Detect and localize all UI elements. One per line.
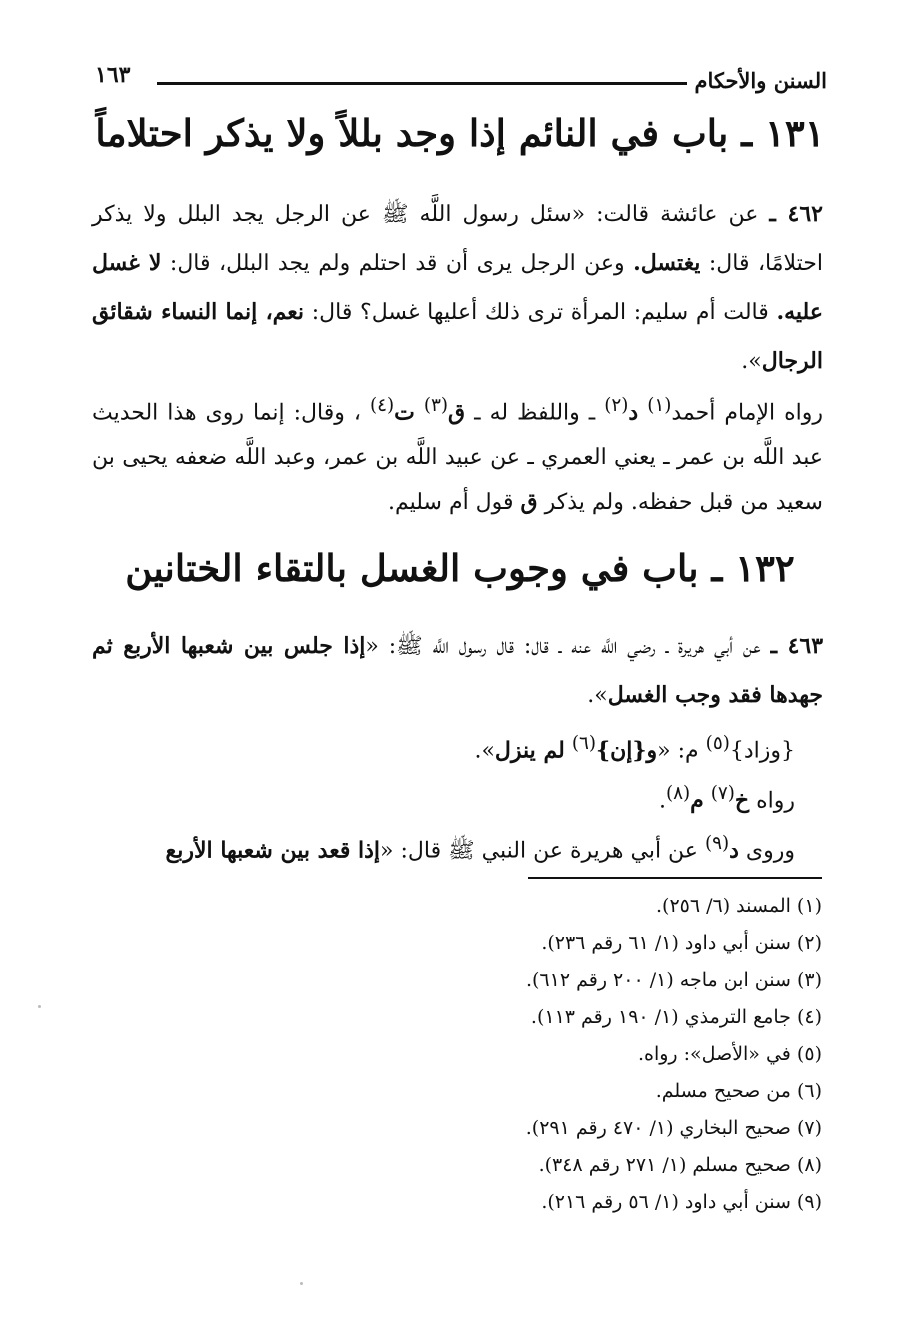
footnote-ref: (٩) (704, 833, 730, 854)
footnote-ref: (٧) (710, 783, 735, 804)
hadith-463-takhrij (92, 770, 795, 825)
scan-speck (38, 1005, 41, 1008)
addition-bold: لم ينزل (494, 737, 565, 764)
source-code: ت (394, 399, 415, 426)
footnote-ref: (٨) (665, 783, 691, 804)
narration-text: عن أبي هريرة عن النبي ﷺ قال: « (380, 838, 698, 864)
book-title: السنن والأحكام (694, 68, 827, 93)
footnote-5: (٥) في «الأصل»: رواه. (637, 1043, 822, 1065)
chapter-132-title: ١٣٢ ـ باب في وجوب الغسل بالتقاء الختانين (125, 546, 795, 590)
takhrij-text: ـ واللفظ له ـ (474, 400, 596, 426)
quote-end: ». (587, 683, 608, 708)
page-number: ١٦٣ (95, 62, 131, 88)
takhrij-text: رواه الإمام أحمد (671, 400, 823, 426)
quote-end: ». (741, 349, 762, 374)
hadith-463-addition (92, 720, 795, 775)
hadith-bold: إذا جلس بين شعبها الأربع ثم جهدها فقد وجب الغسل (92, 633, 823, 708)
source-code: د (628, 399, 639, 426)
takhrij-text: . (658, 788, 666, 814)
footnote-1: (١) المسند (٦/ ٢٥٦). (655, 895, 822, 917)
addition-text: {وزاد} (729, 738, 795, 764)
footnote-ref: (١) (647, 395, 672, 416)
hadith-bold: يغتسل. (633, 250, 701, 276)
hadith-462 (92, 190, 823, 386)
hadith-text: عن أبي هريرة ـ رضي اللَّه عنه ـ قال: قال رسول اللَّه ﷺ: « (365, 634, 761, 659)
hadith-462-takhrij (92, 383, 823, 525)
narration-bold: إذا قعد بين شعبها الأربع (165, 837, 381, 864)
footnote-separator (528, 877, 822, 879)
quote-end: ». (474, 738, 495, 764)
scan-speck (300, 1282, 303, 1285)
source-code: م (690, 787, 704, 814)
takhrij-text: قول أم سليم. (387, 490, 514, 516)
hadith-text: وعن الرجل يرى أن قد احتلم ولم يجد البلل، قال: (169, 251, 625, 276)
hadith-text: عن عائشة قالت: «سئل رسول اللَّه ﷺ عن الرجل يجد البلل ولا يذكر احتلامًا، قال: (92, 202, 824, 276)
takhrij-text: رواه (756, 788, 795, 814)
source-code: خ (734, 787, 750, 814)
chapter-131-title: ١٣١ ـ باب في النائم إذا وجد بللاً ولا يذكر احتلاماً (95, 111, 825, 155)
footnote-3: (٣) سنن ابن ماجه (١/ ٢٠٠ رقم ٦١٢). (525, 969, 822, 991)
footnote-8: (٨) صحيح مسلم (١/ ٢٧١ رقم ٣٤٨). (538, 1154, 822, 1176)
hadith-text: قالت أم سليم: المرأة ترى ذلك أعليها غسل؟ قال: (311, 300, 769, 325)
hadith-bold: نعم، إنما النساء شقائق الرجال (92, 299, 823, 374)
footnote-4: (٤) جامع الترمذي (١/ ١٩٠ رقم ١١٣). (530, 1006, 822, 1028)
addition-bold: و{إن} (595, 737, 658, 764)
footnote-6: (٦) من صحيح مسلم. (655, 1080, 822, 1102)
footnote-ref: (٤) (369, 395, 395, 416)
hadith-463 (92, 622, 823, 720)
hadith-bold: لا غسل عليه. (92, 250, 823, 325)
source-code: د (729, 837, 739, 864)
hadith-number: ٤٦٣ ـ (770, 633, 824, 659)
footnote-9: (٩) سنن أبي داود (١/ ٥٦ رقم ٢١٦). (541, 1191, 822, 1213)
source-code: ق (520, 489, 538, 516)
header-rule (157, 82, 687, 85)
source-code: ق (448, 399, 466, 426)
hadith-463-second-narration (92, 820, 795, 875)
footnote-2: (٢) سنن أبي داود (١/ ٦١ رقم ٢٣٦). (541, 932, 822, 954)
narration-text: وروى (745, 838, 795, 864)
running-header (95, 62, 827, 98)
footnotes (300, 888, 822, 1221)
footnote-ref: (٥) (705, 733, 730, 754)
addition-text: م: « (657, 738, 699, 764)
footnote-ref: (٦) (571, 733, 596, 754)
takhrij-text: ، وقال: إنما روى هذا الحديث عبد اللَّه بن عمر ـ يعني العمري ـ عن عبيد اللَّه بن عمر، وعبد اللَّه ضعفه يحيى بن سعيد من قبل حفظه. ولم يذكر (92, 400, 823, 516)
footnote-ref: (٢) (604, 395, 629, 416)
hadith-number: ٤٦٢ ـ (769, 201, 823, 227)
footnote-ref: (٣) (423, 395, 449, 416)
footnote-7: (٧) صحيح البخاري (١/ ٤٧٠ رقم ٢٩١). (525, 1117, 822, 1139)
